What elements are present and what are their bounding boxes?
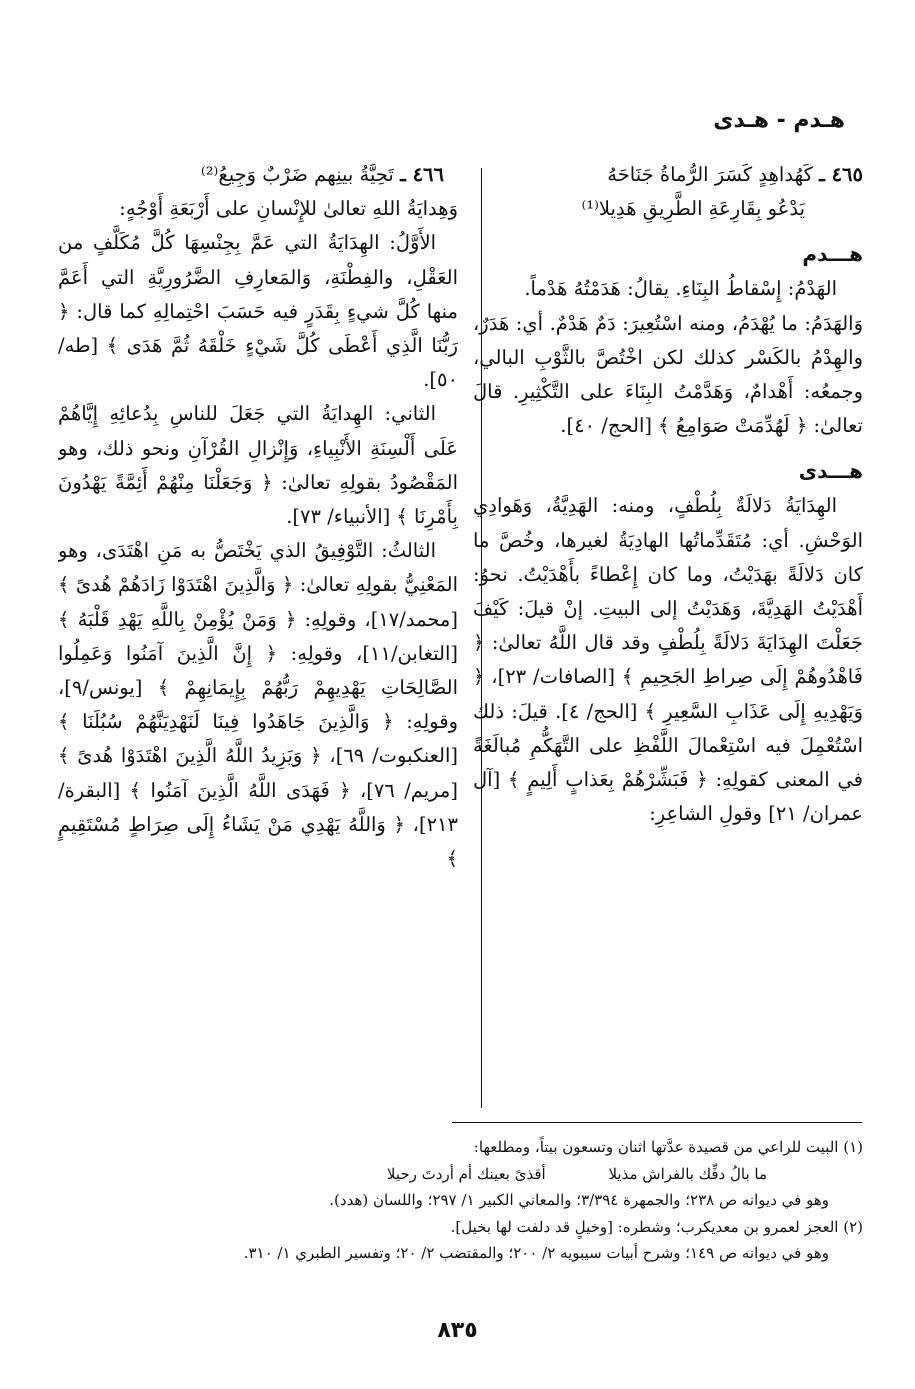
paragraph-first-sense: الأَوَّلُ: الهِدَايَةُ التي عَمَّ بِجِنْسِهَا كُلَّ مُكَلَّفٍ من العَقْلِ، والفِطْنَةِ، وَالمَعارِفِ الضَّرُورِيَّةِ التي أَعَمَّ منها كُلَّ شيءٍ بِقَدَرٍ فيه حَسَبَ احْتِمالِهِ كما قال: ﴿ رَبُّنَا الَّذِي أَعْطَى كُلَّ شَيْءٍ خَلْقَهُ ثُمَّ هَدَى ﴾ [طه/ ٥٠]. [58, 231, 458, 392]
footnote-verse-hemistich: أقذىً بعينك أم أردتَ رحيلا [386, 1164, 546, 1183]
footnote-rule [452, 1122, 862, 1123]
paragraph: وَالهَدَمُ: ما يُهْدَمُ، ومنه اسْتُعِيرَ: دَمٌ هَدْمٌ. أي: هَدَرٌ، والهِدْمُ بالكَسْر كذلك لكن اخْتُصَّ بالثَّوْبِ البالي، وجمعُه: أَهْدامٌ، وَهَدَّمْتُ البِنَاءَ على التَّكْثِيرِ. قالَ تعالىٰ: ﴿ لَهُدِّمَتْ صَوَامِعُ ﴾ [الحج/ ٤٠]. [473, 311, 863, 438]
verse-number: ٤٦٦ ـ [400, 163, 444, 186]
footnote-2: (٢) العجز لعمرو بن معديكرب؛ وشطره: [وخيلٍ قد دلفت لها بخيل]. [450, 1217, 863, 1236]
entry-heading-hadm: هـــدم [802, 242, 863, 267]
footnotes [51, 1134, 863, 1267]
right-column [473, 158, 863, 1113]
verse-text: تَحِيَّةُ بينِهم ضَرْبٌ وَجِيعُ⁽²⁾ [200, 163, 394, 186]
verse-465 [473, 158, 863, 226]
paragraph-third-sense: الثالثُ: التَّوْفِيقُ الذي يَخْتَصُّ به مَنِ اهْتَدَى، وهو المَعْنِيُّ بقولِهِ تعالىٰ: ﴿ وَالَّذِينَ اهْتَدَوْا زَادَهُمْ هُدىً ﴾ [محمد/١٧]، وقولِهِ: ﴿ وَمَنْ يُؤْمِنْ بِاللَّهِ يَهْدِ قَلْبَهُ ﴾ [التغابن/١١]، وقولِهِ: ﴿ إِنَّ الَّذِينَ آمَنُوا وَعَمِلُوا الصَّالِحَاتِ يَهْدِيهِمْ رَبُّهُمْ بِإِيمَانِهِمْ ﴾ [يونس/٩]، وقولِهِ: ﴿ وَالَّذِينَ جَاهَدُوا فِينَا لَنَهْدِيَنَّهُمْ سُبُلَنَا ﴾ [العنكبوت/ ٦٩]، ﴿ وَيَزِيدُ اللَّهُ الَّذِينَ اهْتَدَوْا هُدىً ﴾ [مريم/ ٧٦]، ﴿ فَهَدَى اللَّهُ الَّذِينَ آمَنُوا ﴾ [البقرة/ ٢١٣]، ﴿ وَاللَّهُ يَهْدِي مَنْ يَشَاءُ إِلَى صِرَاطٍ مُسْتَقِيمٍ ﴾ [58, 539, 458, 871]
page-number: ٨٣٥ [437, 1318, 478, 1343]
paragraph-second-sense: الثاني: الهِدايَةُ التي جَعَلَ للناسِ بِدُعائِهِ إِيَّاهُمْ عَلَى أَلْسِنَةِ الأَنْبِياءِ، وَإِنْزالِ القُرْآنِ ونحو ذلك، وهو المَقْصُودُ بقولِهِ تعالىٰ: ﴿ وَجَعَلْنَا مِنْهُمْ أَئِمَّةً يَهْدُونَ بِأَمْرِنَا ﴾ [الأنبياء/ ٧٣]. [58, 402, 458, 529]
verse-465-line-1 [473, 158, 863, 192]
entry-heading-huda: هـــدى [798, 459, 863, 484]
paragraph: وَهِدايَةُ اللهِ تعالىٰ للإِنْسانِ على أَرْبَعَةِ أَوْجُهٍ: [119, 197, 458, 221]
footnote-1-verse [51, 1161, 863, 1188]
left-column [58, 158, 458, 1113]
verse-text: كَهُداهِدٍ كَسَرَ الرُّماةُ جَنَاحَهُ [607, 163, 813, 186]
footnote-1: (١) البيت للراعي من قصيدة عدَّتها اثنان وتسعون بيتاً، ومطلعها: [473, 1138, 863, 1156]
verse-465-line-2: يَدْعُو بِقَارِعَةِ الطَّرِيقِ هَدِيلا⁽¹⁾ [581, 197, 805, 221]
running-head: هـدم - هـدى [713, 108, 845, 133]
verse-466 [58, 158, 458, 192]
column-divider [481, 168, 482, 1108]
paragraph: الهَدْمُ: إِسْقاطُ البِنَاءِ. يقالُ: هَدَمْتُهُ هَدْماً. [524, 277, 837, 301]
paragraph: الهِدَايَةُ دَلالَةٌ بِلُطْفٍ، ومنه: الهَدِيَّةُ، وَهَوادِي الوَحْشِ. أي: مُتَقَدِّماتُها الهادِيَةُ لغيرها، وخُصَّ ما كان دَلالَةً بهَدَيْتُ، وما كان إِعْطاءً بأَهْدَيْتُ. نحوُ: أَهْدَيْتُ الهَدِيَّةَ، وَهَدَيْتُ إلى البيتِ. إنْ قيلَ: كَيْفَ جَعَلْتَ الهِدَايَةَ دَلالَةً بِلُطْفٍ وقد قال اللَّهُ تعالىٰ: ﴿ فَاهْدُوهُمْ إِلَى صِراطِ الجَحِيمِ ﴾ [الصافات/ ٢٣]، ﴿ وَيَهْدِيهِ إِلَى عَذَابِ السَّعِيرِ ﴾ [الحج/ ٤]. قيلَ: ذلك اسْتُعْمِلَ فيه اسْتِعْمالَ اللَّفْظِ على التَّهَكُّمِ مُبالَغَةً في المعنى كقولِهِ: ﴿ فَبَشِّرْهُمْ بِعَذابٍ أَلِيمٍ ﴾ [آل عمران/ ٢١] وقولِ الشاعِرِ: [473, 494, 863, 826]
footnote-1-sources: وهو في ديوانه ص ٢٣٨؛ والجمهرة ٣/٣٩٤؛ والمعاني الكبير ١/ ٢٩٧؛ واللسان (هدد). [329, 1191, 829, 1209]
verse-number: ٤٦٥ ـ [819, 163, 863, 186]
footnote-2-sources: وهو في ديوانه ص ١٤٩؛ وشرح أبيات سيبويه ٢/ ٢٠٠؛ والمقتضب ٢/ ٢٠؛ وتفسير الطبري ١/ ٣١٠. [243, 1244, 829, 1262]
footnote-verse-hemistich: ما بالُ دفِّك بالفراش مذيلا [608, 1164, 767, 1183]
